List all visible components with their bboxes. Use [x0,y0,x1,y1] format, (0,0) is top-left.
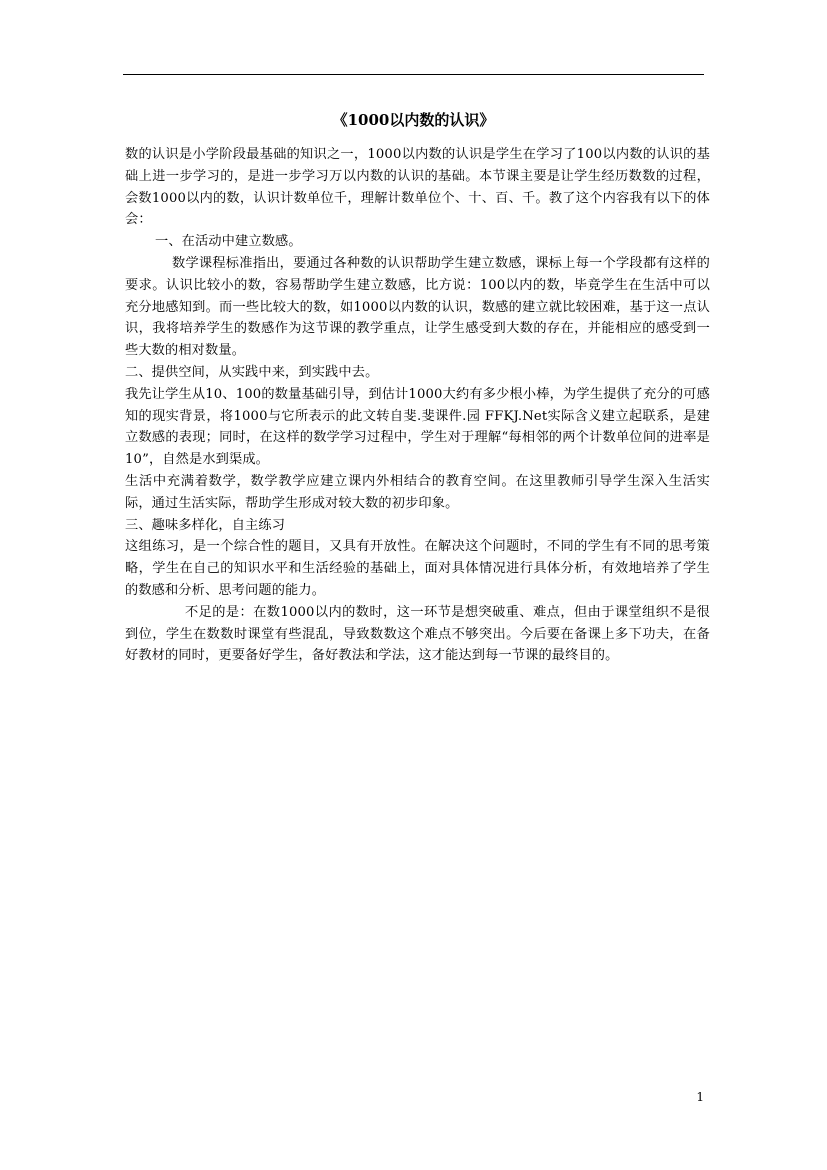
document-title: 《1000以内数的认识》 [332,111,495,129]
section-3-paragraph: 这组练习，是一个综合性的题目，又具有开放性。在解决这个问题时，不同的学生有不同的思考策略，学生在自己的知识水平和生活经验的基础上，面对具体情况进行具体分析，有效地培养了学生的数感和分析、思考问题的能力。 [125,539,710,598]
header-rule [123,74,704,75]
document-body [125,144,710,667]
section-2-paragraph-1: 我先让学生从10、100的数量基础引导，到估计1000大约有多少根小棒，为学生提供了充分的可感知的现实背景，将1000与它所表示的此文转自斐.斐课件.园 FFKJ.Net实际含义建立起联系，是建立数感的表现；同时，在这样的数学学习过程中，学生对于理解“每相邻的两个计数单位间的进率是10”，自然是水到渠成。 [125,386,710,468]
section-1-paragraph: 数学课程标准指出，要通过各种数的认识帮助学生建立数感，课标上每一个学段都有这样的要求。认识比较小的数，容易帮助学生建立数感，比方说：100以内的数，毕竟学生在生活中可以充分地感知到。而一些比较大的数，如1000以内数的认识，数感的建立就比较困难，基于这一点认识，我将培养学生的数感作为这节课的教学重点，让学生感受到大数的存在，并能相应的感受到一些大数的相对数量。 [125,255,710,359]
page-number: 1 [696,1090,704,1104]
section-heading-2: 二、提供空间，从实践中来，到实践中去。 [125,364,379,380]
section-2-paragraph-2: 生活中充满着数学，数学教学应建立课内外相结合的教育空间。在这里教师引导学生深入生活实际，通过生活实际，帮助学生形成对较大数的初步印象。 [125,473,710,511]
section-heading-3: 三、趣味多样化，自主练习 [125,517,286,533]
conclusion-paragraph: 不足的是：在数1000以内的数时，这一环节是想突破重、难点，但由于课堂组织不是很到位，学生在数数时课堂有些混乱，导致数数这个难点不够突出。今后要在备课上多下功夫，在备好教材的同时，更要备好学生，备好教法和学法，这才能达到每一节课的最终目的。 [125,604,710,664]
section-heading-1: 一、在活动中建立数感。 [155,234,302,250]
intro-paragraph: 数的认识是小学阶段最基础的知识之一，1000以内数的认识是学生在学习了100以内数的认识的基础上进一步学习的，是进一步学习万以内数的认识的基础。本节课主要是让学生经历数数的过程，会数1000以内的数，认识计数单位千，理解计数单位个、十、百、千。教了这个内容我有以下的体会： [125,147,710,228]
